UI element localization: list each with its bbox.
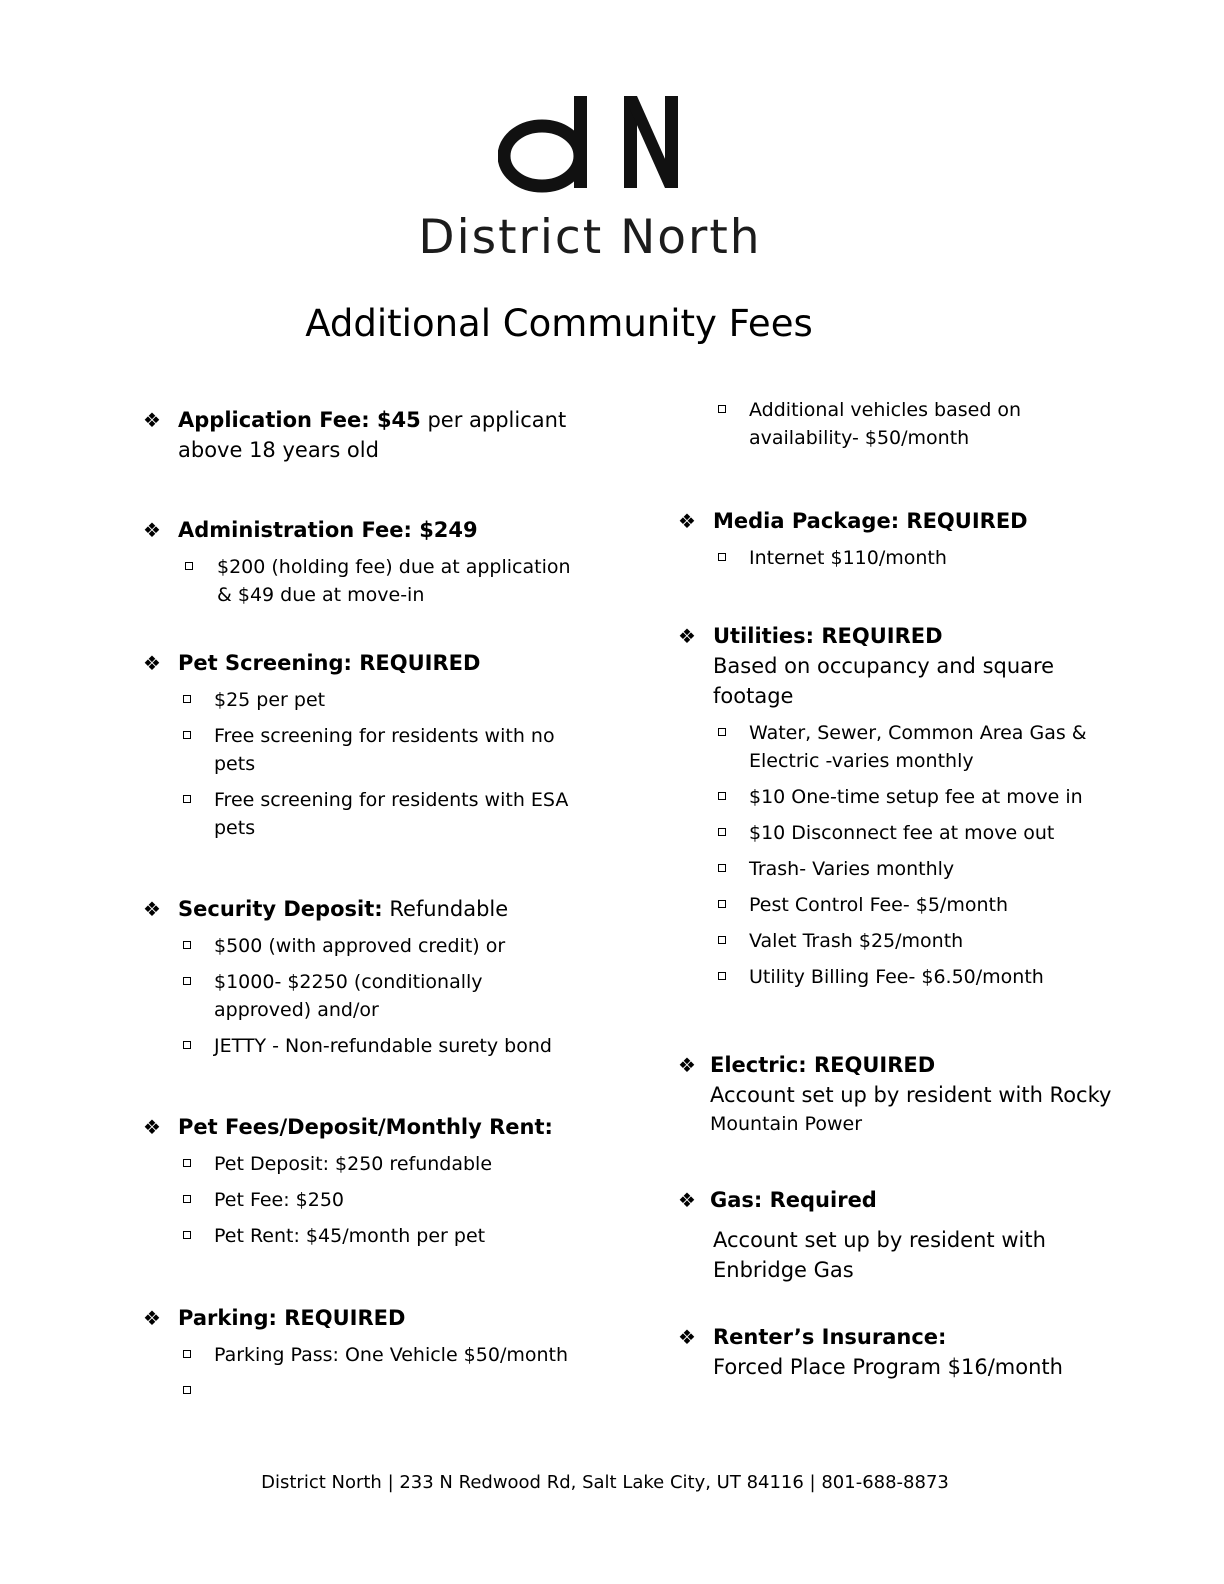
square-bullet-icon <box>183 731 191 739</box>
security-deposit-text: Refundable <box>382 897 509 921</box>
square-bullet-icon <box>718 900 726 908</box>
application-fee-label: Application Fee: $45 <box>178 408 421 432</box>
square-bullet-icon <box>718 936 726 944</box>
page-title: Additional Community Fees <box>305 302 813 345</box>
list-item: Water, Sewer, Common Area Gas & Electric -varies monthly <box>678 719 1128 775</box>
list-item: Free screening for residents with ESA pets <box>143 786 573 842</box>
diamond-bullet-icon: ❖ <box>678 509 696 533</box>
square-bullet-icon <box>183 977 191 985</box>
list-item: Pest Control Fee- $5/month <box>678 891 1128 919</box>
square-bullet-icon <box>183 1386 191 1394</box>
diamond-bullet-icon: ❖ <box>143 1306 161 1330</box>
list-item: $1000- $2250 (conditionally approved) and/or <box>143 968 573 1024</box>
electric-label: Electric: REQUIRED <box>710 1053 936 1077</box>
square-bullet-icon <box>718 553 726 561</box>
diamond-bullet-icon: ❖ <box>143 518 161 542</box>
diamond-bullet-icon: ❖ <box>678 1325 696 1349</box>
utilities-section <box>678 621 1128 991</box>
brand-name: District North <box>418 210 762 265</box>
diamond-bullet-icon: ❖ <box>143 408 161 432</box>
square-bullet-icon <box>718 828 726 836</box>
application-fee-section <box>143 405 573 465</box>
security-deposit-label: Security Deposit: <box>178 897 383 921</box>
utilities-description: Based on occupancy and square footage <box>713 654 1055 708</box>
parking-continued-section <box>678 396 1128 452</box>
list-item: Trash- Varies monthly <box>678 855 1128 883</box>
square-bullet-icon <box>718 972 726 980</box>
square-bullet-icon <box>183 795 191 803</box>
square-bullet-icon <box>718 405 726 413</box>
renters-insurance-section <box>678 1322 1128 1382</box>
district-north-logo-mark <box>498 92 678 196</box>
security-deposit-section <box>143 894 573 1060</box>
square-bullet-icon <box>183 941 191 949</box>
media-package-label: Media Package: REQUIRED <box>713 509 1028 533</box>
list-item: $10 Disconnect fee at move out <box>678 819 1128 847</box>
renters-insurance-description: Forced Place Program $16/month <box>713 1355 1063 1379</box>
electric-description-2: Mountain Power <box>710 1113 862 1135</box>
administration-fee-label: Administration Fee: $249 <box>178 518 478 542</box>
list-item: Additional vehicles based on availability- $50/month <box>678 396 1128 452</box>
media-package-section <box>678 506 1128 572</box>
list-item: Free screening for residents with no pets <box>143 722 573 778</box>
square-bullet-icon <box>183 1041 191 1049</box>
diamond-bullet-icon: ❖ <box>678 1053 696 1077</box>
list-item: Valet Trash $25/month <box>678 927 1128 955</box>
footer-contact: District North | 233 N Redwood Rd, Salt Lake City, UT 84116 | 801-688-8873 <box>261 1472 949 1493</box>
electric-description: Account set up by resident with Rocky <box>710 1083 1112 1107</box>
list-item: Utility Billing Fee- $6.50/month <box>678 963 1128 991</box>
diamond-bullet-icon: ❖ <box>143 897 161 921</box>
gas-section <box>678 1185 1128 1285</box>
square-bullet-icon <box>718 864 726 872</box>
list-item: JETTY - Non-refundable surety bond <box>143 1032 573 1060</box>
application-fee-text: per applicant above 18 years old <box>178 408 567 462</box>
square-bullet-icon <box>718 728 726 736</box>
square-bullet-icon <box>183 1159 191 1167</box>
pet-screening-section <box>143 648 573 842</box>
diamond-bullet-icon: ❖ <box>678 1188 696 1212</box>
list-item: $25 per pet <box>143 686 573 714</box>
parking-section <box>143 1303 603 1405</box>
square-bullet-icon <box>183 695 191 703</box>
administration-fee-section <box>143 515 573 609</box>
electric-section <box>678 1050 1128 1138</box>
utilities-label: Utilities: REQUIRED <box>713 624 943 648</box>
square-bullet-icon <box>183 1231 191 1239</box>
square-bullet-icon <box>183 1195 191 1203</box>
list-item: $200 (holding fee) due at application & $49 due at move-in <box>143 553 573 609</box>
pet-fees-label: Pet Fees/Deposit/Monthly Rent: <box>178 1115 553 1139</box>
parking-label: Parking: REQUIRED <box>178 1306 406 1330</box>
gas-description: Account set up by resident with Enbridge Gas <box>713 1228 1046 1282</box>
list-item: $500 (with approved credit) or <box>143 932 573 960</box>
list-item: Internet $110/month <box>678 544 1128 572</box>
pet-fees-section <box>143 1112 573 1250</box>
renters-insurance-label: Renter’s Insurance: <box>713 1325 947 1349</box>
list-item: Pet Fee: $250 <box>143 1186 573 1214</box>
list-item: Parking Pass: One Vehicle $50/month <box>143 1341 603 1369</box>
pet-screening-label: Pet Screening: REQUIRED <box>178 651 481 675</box>
list-item: $10 One-time setup fee at move in <box>678 783 1128 811</box>
square-bullet-icon <box>185 562 193 570</box>
diamond-bullet-icon: ❖ <box>143 1115 161 1139</box>
diamond-bullet-icon: ❖ <box>143 651 161 675</box>
list-item: Pet Rent: $45/month per pet <box>143 1222 573 1250</box>
gas-label: Gas: Required <box>710 1188 877 1212</box>
square-bullet-icon <box>718 792 726 800</box>
square-bullet-icon <box>183 1350 191 1358</box>
list-item: Pet Deposit: $250 refundable <box>143 1150 573 1178</box>
diamond-bullet-icon: ❖ <box>678 624 696 648</box>
list-item <box>143 1377 603 1405</box>
